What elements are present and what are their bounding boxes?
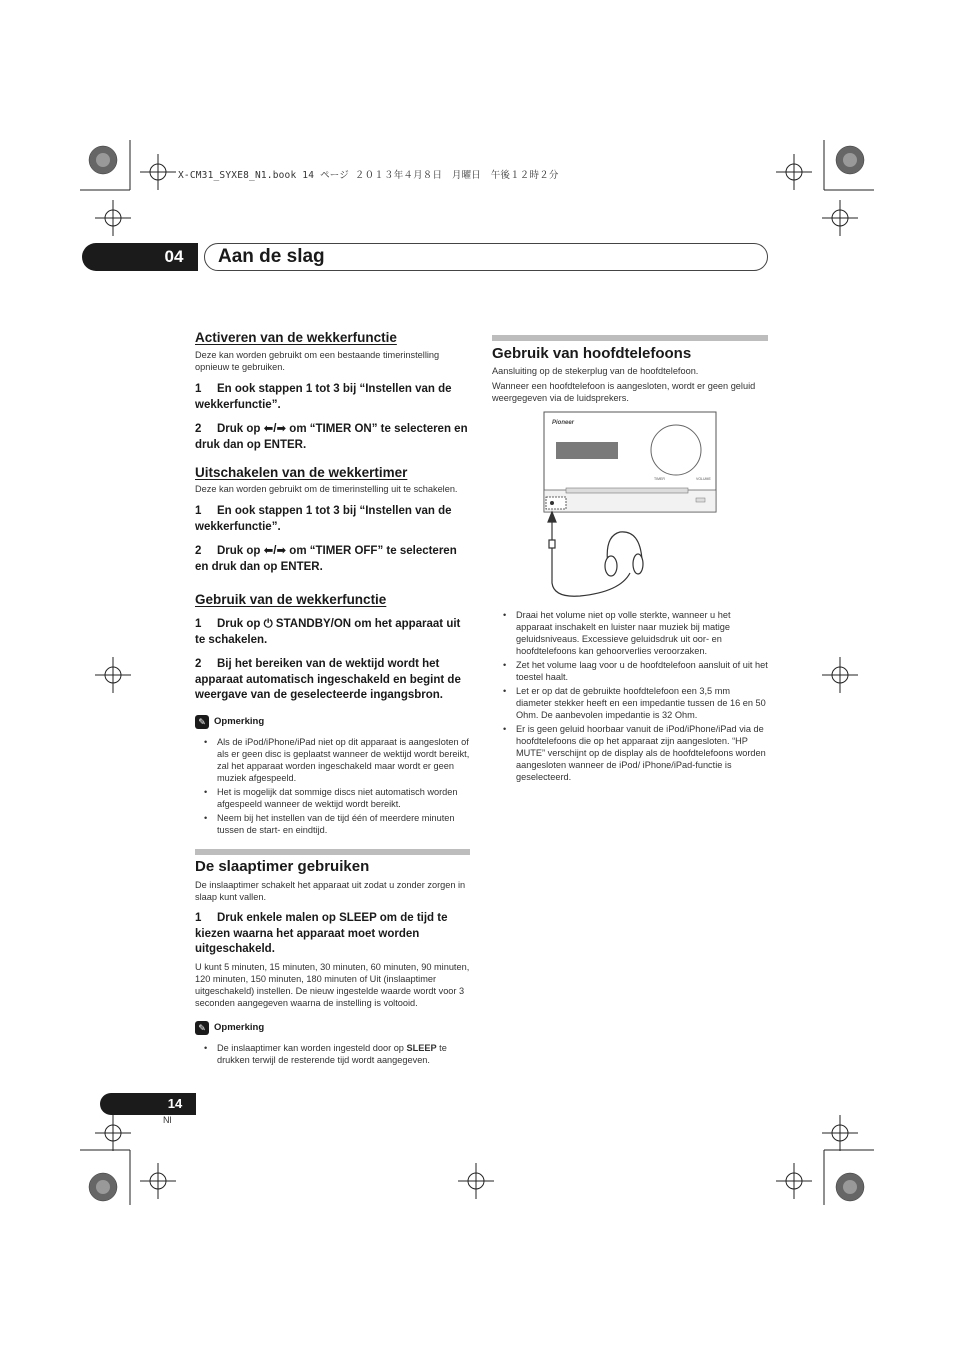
headphone-connection-illustration [520, 408, 725, 608]
brand-logo: Pioneer [552, 420, 575, 426]
note-label: Opmerking [214, 1022, 265, 1033]
chapter-title: Aan de slag [218, 246, 325, 267]
step-number: 1 [195, 505, 202, 517]
step-2 [195, 657, 470, 704]
note-list [195, 736, 470, 836]
pencil-note-icon: ✎ [195, 715, 209, 729]
display-panel [556, 442, 618, 459]
note-text: te drukken terwijl de resterende tijd wordt aangegeven. [217, 1042, 447, 1065]
chapter-number: 04 [164, 247, 184, 266]
note-text: De inslaaptimer kan worden ingesteld door op [217, 1042, 407, 1053]
intro-text: Deze kan worden gebruikt om de timerinstelling uit te schakelen. [195, 484, 458, 494]
step-number: 1 [195, 912, 202, 924]
sleep-section [195, 858, 470, 1068]
note-list [195, 1042, 470, 1066]
step-number: 1 [195, 383, 202, 395]
print-header: X-CM31_SYXE8_N1.book 14 ページ ２０１３年４月８日 月曜日 午後１２時２分 [178, 170, 559, 181]
page-number: 14 [167, 1096, 183, 1111]
volume-knob [651, 425, 701, 475]
list-item: • Het is mogelijk dat sommige discs niet automatisch worden afgespeeld wanneer de wektijd wordt bereikt. [217, 786, 470, 810]
list-item: • Let er op dat de gebruikte hoofdtelefoon een 3,5 mm diameter stekker heeft en een impedantie tussen de 16 en 50 Ohm. De aanbevolen impedantie is 32 Ohm. [516, 685, 768, 721]
intro-text: Wanneer een hoofdtelefoon is aangesloten, wordt er geen geluid weergegeven via de luidsprekers. [492, 381, 756, 403]
step-2 [195, 422, 470, 453]
list-item: • Neem bij het instellen van de tijd één of meerdere minuten tussen de start- en eindtijd. [217, 812, 470, 836]
pencil-note-icon: ✎ [195, 1021, 209, 1035]
step-text: Druk op ⏻ STANDBY/ON om het apparaat uit te schakelen. [195, 618, 461, 646]
step-2 [195, 544, 470, 575]
step-number: 2 [195, 658, 202, 670]
step-number: 2 [195, 423, 202, 435]
disc-slot [566, 488, 688, 493]
list-item: • Draai het volume niet op volle sterkte, wanneer u het apparaat inschakelt en luister naar muziek bij matige geluidsniveaus. Excessieve geluidsdruk uit oor- en hoofdtelefoons kan gehoorverlies veroorzaken. [516, 609, 768, 657]
list-item: • Zet het volume laag voor u de hoofdtelefoon aansluit of uit het toestel haalt. [516, 659, 768, 683]
section-bar [195, 849, 470, 855]
list-item [217, 1042, 470, 1066]
intro-text: De inslaaptimer schakelt het apparaat uit zodat u zonder zorgen in slaap kunt vallen. [195, 880, 466, 902]
step-text: Druk op ⬅/➡ om “TIMER ON” te selecteren en druk dan op ENTER. [195, 423, 468, 451]
section-heading: Gebruik van hoofdtelefoons [492, 345, 692, 362]
step-text: Druk enkele malen op SLEEP om de tijd te kiezen waarna het apparaat moet worden uitgeschakeld. [195, 912, 448, 955]
list-item: • Als de iPod/iPhone/iPad niet op dit apparaat is aangesloten of als er geen disc is geplaatst wanneer de wektijd wordt bereikt, zal het apparaat worden ingeschakeld maar wordt er geen muziek afgespeeld. [217, 736, 470, 784]
step-text: Bij het bereiken van de wektijd wordt het apparaat automatisch ingeschakeld en begint de weergave van de geselecteerde ingangsbron. [195, 658, 461, 701]
headphone-warnings [494, 609, 768, 785]
step-text: Druk op ⬅/➡ om “TIMER OFF” te selecteren en druk dan op ENTER. [195, 545, 457, 573]
section-heading: De slaaptimer gebruiken [195, 858, 370, 875]
left-column [195, 330, 470, 838]
right-column [492, 345, 768, 404]
intro-text: Deze kan worden gebruikt om een bestaande timerinstelling opnieuw te gebruiken. [195, 350, 440, 372]
body-text: U kunt 5 minuten, 15 minuten, 30 minuten, 60 minuten, 90 minuten, 120 minuten, 150 minuten, 180 minuten of Uit (inslaaptimer uitgeschakeld) instellen. De nieuw ingestelde waarde wordt voor 3 seconden aangegeven waarna de instelling is voltooid. [195, 961, 470, 1008]
headphones [548, 512, 643, 596]
headphone-jack [546, 497, 566, 509]
page-language: Nl [163, 1115, 172, 1125]
step-1 [195, 504, 470, 535]
step-text: En ook stappen 1 tot 3 bij “Instellen van de wekkerfunctie”. [195, 383, 452, 411]
step-1 [195, 617, 470, 648]
step-1 [195, 911, 470, 958]
section-heading: Activeren van de wekkerfunctie [195, 330, 397, 345]
stereo-unit [544, 412, 716, 512]
note-heading [195, 1021, 470, 1035]
volume-label: VOLUME [696, 477, 711, 481]
note-heading [195, 715, 470, 729]
section-bar [492, 335, 768, 341]
note-label: Opmerking [214, 716, 265, 727]
step-text: En ook stappen 1 tot 3 bij “Instellen van de wekkerfunctie”. [195, 505, 452, 533]
list-item: • Er is geen geluid hoorbaar vanuit de iPod/iPhone/iPad via de hoofdtelefoons die op het apparaat zijn aangesloten. “HP MUTE” verschijnt op de display als de hoofdtelefoons worden aangesloten wanneer de iPod/ iPhone/iPad-functie is geselecteerd. [516, 723, 768, 783]
note-keyword: SLEEP [406, 1042, 437, 1053]
step-number: 1 [195, 618, 202, 630]
step-number: 2 [195, 545, 202, 557]
section-heading: Gebruik van de wekkerfunctie [195, 592, 387, 607]
intro-text: Aansluiting op de stekerplug van de hoofdtelefoon. [492, 366, 699, 376]
step-1 [195, 382, 470, 413]
timer-label: TIMER [654, 477, 665, 481]
section-heading: Uitschakelen van de wekkertimer [195, 465, 408, 480]
